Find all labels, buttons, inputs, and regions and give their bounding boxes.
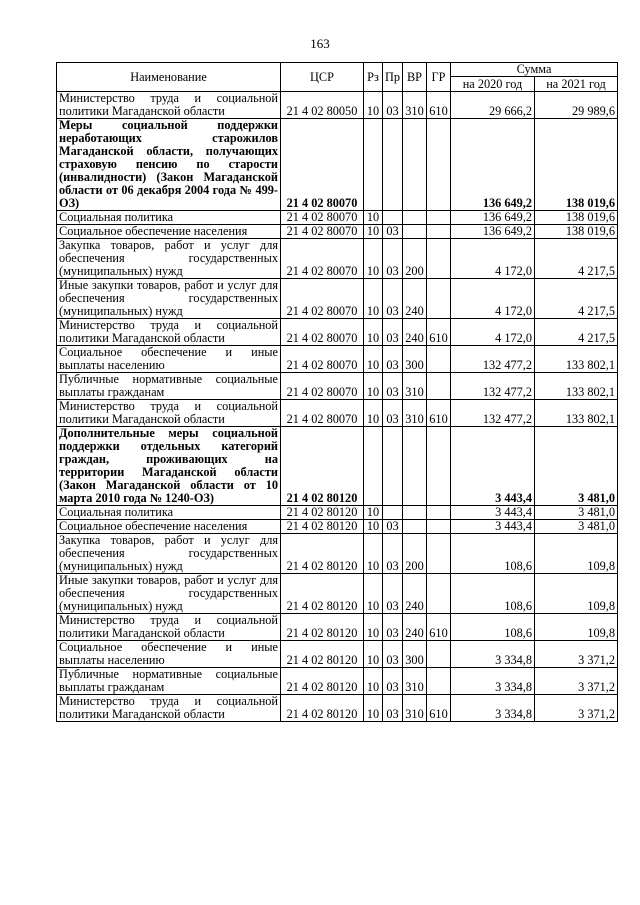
row-vr: 200 xyxy=(403,534,427,574)
table-row xyxy=(57,211,618,225)
row-pr xyxy=(383,211,403,225)
row-amount-2021: 3 371,2 xyxy=(535,641,618,668)
row-name: Меры социальной поддержки неработающих старожилов Магаданской области, получающих страховую пенсию по старости (инвалидности) (Закон Магаданской области от 06 декабря 2004 года № 499-ОЗ) xyxy=(57,119,281,211)
row-amount-2021: 133 802,1 xyxy=(535,346,618,373)
header-pr: Пр xyxy=(383,63,403,92)
row-amount-2021: 4 217,5 xyxy=(535,279,618,319)
row-gr xyxy=(427,279,451,319)
row-csr-code: 21 4 02 80070 xyxy=(281,225,364,239)
row-pr: 03 xyxy=(383,319,403,346)
row-vr: 300 xyxy=(403,641,427,668)
row-amount-2021: 133 802,1 xyxy=(535,373,618,400)
row-amount-2020: 136 649,2 xyxy=(451,211,535,225)
row-rz: 10 xyxy=(364,641,383,668)
row-name: Закупка товаров, работ и услуг для обеспечения государственных (муниципальных) нужд xyxy=(57,534,281,574)
row-rz xyxy=(364,119,383,211)
row-csr-code: 21 4 02 80120 xyxy=(281,695,364,722)
table-row xyxy=(57,239,618,279)
row-csr-code: 21 4 02 80120 xyxy=(281,574,364,614)
header-name: Наименование xyxy=(57,63,281,92)
row-amount-2020: 3 443,4 xyxy=(451,506,535,520)
row-csr-code: 21 4 02 80070 xyxy=(281,346,364,373)
row-vr: 310 xyxy=(403,400,427,427)
row-name: Иные закупки товаров, работ и услуг для обеспечения государственных (муниципальных) нужд xyxy=(57,279,281,319)
row-amount-2020: 3 443,4 xyxy=(451,427,535,506)
row-amount-2020: 132 477,2 xyxy=(451,373,535,400)
row-pr: 03 xyxy=(383,574,403,614)
row-pr: 03 xyxy=(383,239,403,279)
row-amount-2021: 133 802,1 xyxy=(535,400,618,427)
row-rz: 10 xyxy=(364,279,383,319)
row-pr xyxy=(383,119,403,211)
row-rz: 10 xyxy=(364,239,383,279)
row-gr xyxy=(427,534,451,574)
row-gr xyxy=(427,427,451,506)
row-gr: 610 xyxy=(427,695,451,722)
row-pr: 03 xyxy=(383,225,403,239)
row-csr-code: 21 4 02 80120 xyxy=(281,534,364,574)
row-amount-2020: 3 334,8 xyxy=(451,668,535,695)
row-amount-2021: 4 217,5 xyxy=(535,319,618,346)
row-amount-2021: 109,8 xyxy=(535,574,618,614)
row-gr: 610 xyxy=(427,92,451,119)
row-vr: 310 xyxy=(403,668,427,695)
row-vr: 200 xyxy=(403,239,427,279)
table-row xyxy=(57,614,618,641)
row-pr: 03 xyxy=(383,400,403,427)
row-pr: 03 xyxy=(383,373,403,400)
row-amount-2021: 109,8 xyxy=(535,534,618,574)
row-rz: 10 xyxy=(364,614,383,641)
row-csr-code: 21 4 02 80050 xyxy=(281,92,364,119)
row-amount-2021: 138 019,6 xyxy=(535,119,618,211)
row-gr xyxy=(427,239,451,279)
row-csr-code: 21 4 02 80120 xyxy=(281,427,364,506)
row-amount-2020: 3 334,8 xyxy=(451,695,535,722)
row-name: Закупка товаров, работ и услуг для обеспечения государственных (муниципальных) нужд xyxy=(57,239,281,279)
table-body xyxy=(57,92,618,722)
row-pr xyxy=(383,427,403,506)
row-rz: 10 xyxy=(364,506,383,520)
row-name: Министерство труда и социальной политики Магаданской области xyxy=(57,92,281,119)
row-amount-2021: 3 371,2 xyxy=(535,695,618,722)
row-gr xyxy=(427,346,451,373)
row-rz: 10 xyxy=(364,211,383,225)
row-gr xyxy=(427,641,451,668)
row-csr-code: 21 4 02 80070 xyxy=(281,373,364,400)
row-amount-2020: 136 649,2 xyxy=(451,119,535,211)
row-gr: 610 xyxy=(427,614,451,641)
row-amount-2020: 132 477,2 xyxy=(451,400,535,427)
row-vr: 240 xyxy=(403,574,427,614)
row-csr-code: 21 4 02 80120 xyxy=(281,641,364,668)
row-vr xyxy=(403,506,427,520)
row-amount-2020: 4 172,0 xyxy=(451,239,535,279)
table-row xyxy=(57,279,618,319)
row-pr: 03 xyxy=(383,641,403,668)
row-gr xyxy=(427,119,451,211)
row-amount-2020: 108,6 xyxy=(451,574,535,614)
header-year-2020: на 2020 год xyxy=(451,77,535,92)
row-amount-2020: 3 443,4 xyxy=(451,520,535,534)
table-row xyxy=(57,534,618,574)
row-amount-2020: 108,6 xyxy=(451,534,535,574)
row-pr: 03 xyxy=(383,534,403,574)
row-amount-2020: 3 334,8 xyxy=(451,641,535,668)
row-amount-2021: 4 217,5 xyxy=(535,239,618,279)
row-amount-2021: 109,8 xyxy=(535,614,618,641)
header-sum: Сумма xyxy=(451,63,618,77)
row-gr xyxy=(427,506,451,520)
row-pr: 03 xyxy=(383,92,403,119)
row-amount-2020: 29 666,2 xyxy=(451,92,535,119)
header-csr: ЦСР xyxy=(281,63,364,92)
row-vr: 240 xyxy=(403,319,427,346)
table-row xyxy=(57,92,618,119)
row-gr: 610 xyxy=(427,319,451,346)
row-vr: 240 xyxy=(403,279,427,319)
row-vr: 300 xyxy=(403,346,427,373)
row-rz: 10 xyxy=(364,92,383,119)
row-csr-code: 21 4 02 80070 xyxy=(281,319,364,346)
row-name: Социальное обеспечение населения xyxy=(57,520,281,534)
table-row xyxy=(57,119,618,211)
row-vr: 240 xyxy=(403,614,427,641)
row-vr: 310 xyxy=(403,695,427,722)
row-rz: 10 xyxy=(364,400,383,427)
row-gr xyxy=(427,211,451,225)
row-csr-code: 21 4 02 80070 xyxy=(281,279,364,319)
row-name: Социальная политика xyxy=(57,211,281,225)
row-name: Социальное обеспечение и иные выплаты населению xyxy=(57,346,281,373)
row-pr: 03 xyxy=(383,668,403,695)
table-row xyxy=(57,346,618,373)
row-amount-2020: 4 172,0 xyxy=(451,319,535,346)
header-year-2021: на 2021 год xyxy=(535,77,618,92)
row-csr-code: 21 4 02 80070 xyxy=(281,400,364,427)
row-amount-2021: 3 481,0 xyxy=(535,520,618,534)
row-name: Публичные нормативные социальные выплаты гражданам xyxy=(57,373,281,400)
table-row xyxy=(57,506,618,520)
row-vr xyxy=(403,520,427,534)
page-number: 163 xyxy=(310,36,330,51)
table-row xyxy=(57,695,618,722)
table-row xyxy=(57,641,618,668)
table-row xyxy=(57,319,618,346)
row-vr xyxy=(403,225,427,239)
row-name: Социальная политика xyxy=(57,506,281,520)
row-rz: 10 xyxy=(364,534,383,574)
header-rz: Рз xyxy=(364,63,383,92)
row-vr xyxy=(403,427,427,506)
row-csr-code: 21 4 02 80120 xyxy=(281,506,364,520)
row-amount-2020: 108,6 xyxy=(451,614,535,641)
row-vr: 310 xyxy=(403,373,427,400)
row-name: Публичные нормативные социальные выплаты гражданам xyxy=(57,668,281,695)
row-pr xyxy=(383,506,403,520)
row-amount-2021: 138 019,6 xyxy=(535,211,618,225)
table-row xyxy=(57,574,618,614)
row-gr xyxy=(427,520,451,534)
row-name: Дополнительные меры социальной поддержки отдельных категорий граждан, проживающих на территории Магаданской области (Закон Магаданской области от 10 марта 2010 года № 1240-ОЗ) xyxy=(57,427,281,506)
row-csr-code: 21 4 02 80070 xyxy=(281,119,364,211)
row-pr: 03 xyxy=(383,614,403,641)
row-name: Министерство труда и социальной политики Магаданской области xyxy=(57,319,281,346)
row-gr xyxy=(427,373,451,400)
table-row xyxy=(57,668,618,695)
row-rz: 10 xyxy=(364,225,383,239)
row-name: Социальное обеспечение и иные выплаты населению xyxy=(57,641,281,668)
row-name: Министерство труда и социальной политики Магаданской области xyxy=(57,614,281,641)
budget-table xyxy=(56,62,618,722)
table-row xyxy=(57,400,618,427)
row-gr xyxy=(427,574,451,614)
row-pr: 03 xyxy=(383,346,403,373)
row-pr: 03 xyxy=(383,279,403,319)
row-pr: 03 xyxy=(383,520,403,534)
row-name: Министерство труда и социальной политики Магаданской области xyxy=(57,695,281,722)
row-csr-code: 21 4 02 80120 xyxy=(281,520,364,534)
table-row xyxy=(57,520,618,534)
row-amount-2021: 3 481,0 xyxy=(535,506,618,520)
header-vr: ВР xyxy=(403,63,427,92)
table-row xyxy=(57,225,618,239)
row-rz: 10 xyxy=(364,319,383,346)
row-rz: 10 xyxy=(364,373,383,400)
row-amount-2020: 4 172,0 xyxy=(451,279,535,319)
row-rz: 10 xyxy=(364,695,383,722)
row-name: Министерство труда и социальной политики Магаданской области xyxy=(57,400,281,427)
row-amount-2021: 3 371,2 xyxy=(535,668,618,695)
table-row xyxy=(57,427,618,506)
row-gr: 610 xyxy=(427,400,451,427)
row-gr xyxy=(427,668,451,695)
row-vr: 310 xyxy=(403,92,427,119)
row-amount-2020: 136 649,2 xyxy=(451,225,535,239)
row-vr xyxy=(403,211,427,225)
row-rz xyxy=(364,427,383,506)
row-pr: 03 xyxy=(383,695,403,722)
row-vr xyxy=(403,119,427,211)
row-rz: 10 xyxy=(364,520,383,534)
row-csr-code: 21 4 02 80120 xyxy=(281,614,364,641)
row-csr-code: 21 4 02 80070 xyxy=(281,211,364,225)
row-rz: 10 xyxy=(364,346,383,373)
table-header xyxy=(57,63,618,92)
row-rz: 10 xyxy=(364,574,383,614)
row-csr-code: 21 4 02 80120 xyxy=(281,668,364,695)
table-row xyxy=(57,373,618,400)
row-amount-2020: 132 477,2 xyxy=(451,346,535,373)
row-rz: 10 xyxy=(364,668,383,695)
row-amount-2021: 29 989,6 xyxy=(535,92,618,119)
row-name: Социальное обеспечение населения xyxy=(57,225,281,239)
header-gr: ГР xyxy=(427,63,451,92)
row-name: Иные закупки товаров, работ и услуг для обеспечения государственных (муниципальных) нужд xyxy=(57,574,281,614)
row-amount-2021: 3 481,0 xyxy=(535,427,618,506)
row-gr xyxy=(427,225,451,239)
row-csr-code: 21 4 02 80070 xyxy=(281,239,364,279)
row-amount-2021: 138 019,6 xyxy=(535,225,618,239)
